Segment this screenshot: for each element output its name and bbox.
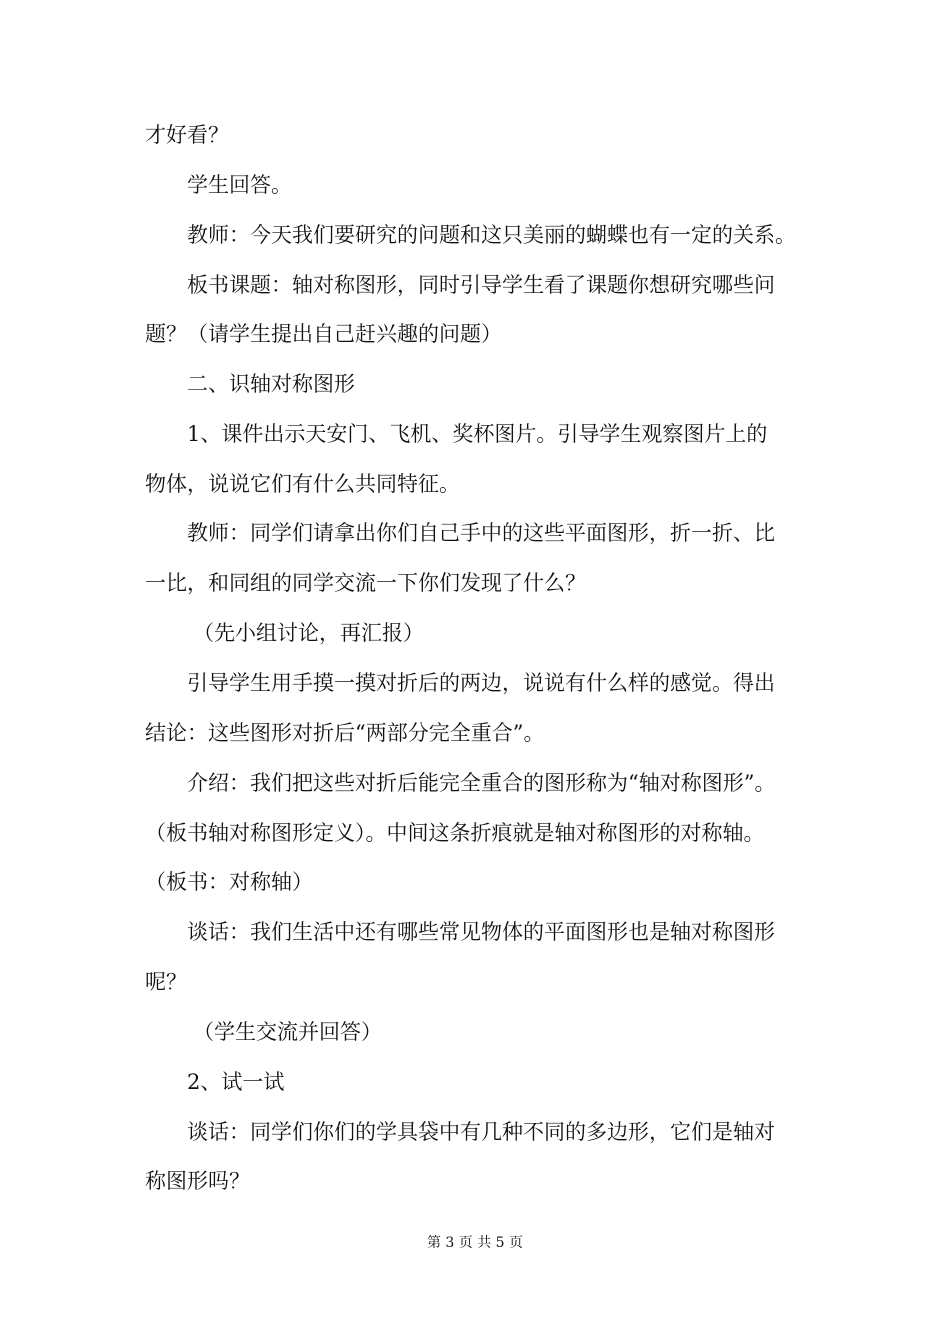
text-line: 学生回答。 [187, 173, 292, 197]
text-line: 教师：同学们请拿出你们自己手中的这些平面图形，折一折、比 [187, 521, 775, 545]
text-line: 称图形吗？ [145, 1169, 250, 1193]
text-line: 才好看？ [145, 123, 229, 147]
text-line: 谈话：我们生活中还有哪些常见物体的平面图形也是轴对称图形 [187, 920, 775, 944]
text-line: 1、课件出示天安门、飞机、奖杯图片。引导学生观察图片上的 [187, 422, 768, 446]
text-line: （板书轴对称图形定义）。中间这条折痕就是轴对称图形的对称轴。 [145, 821, 765, 845]
text-line: （板书：对称轴） [145, 870, 313, 894]
text-line: （先小组讨论，再汇报） [193, 621, 424, 645]
text-line: 引导学生用手摸一摸对折后的两边，说说有什么样的感觉。得出 [187, 671, 775, 695]
text-line: 呢？ [145, 970, 187, 994]
text-line: 介绍：我们把这些对折后能完全重合的图形称为“轴对称图形”。 [187, 771, 776, 795]
text-line: 题？（请学生提出自己赶兴趣的问题） [145, 322, 502, 346]
text-line: （学生交流并回答） [193, 1020, 382, 1044]
page-footer: 第 3 页 共 5 页 [426, 1235, 524, 1251]
text-line: 板书课题：轴对称图形，同时引导学生看了课题你想研究哪些问 [187, 273, 775, 297]
text-line: 教师：今天我们要研究的问题和这只美丽的蝴蝶也有一定的关系。 [187, 223, 796, 247]
text-line: 谈话：同学们你们的学具袋中有几种不同的多边形，它们是轴对 [187, 1120, 775, 1144]
text-line: 结论：这些图形对折后“两部分完全重合”。 [145, 721, 545, 745]
section-heading: 二、识轴对称图形 [187, 372, 355, 396]
section-heading: 2、试一试 [187, 1070, 285, 1094]
text-line: 物体，说说它们有什么共同特征。 [145, 472, 460, 496]
text-line: 一比，和同组的同学交流一下你们发现了什么？ [145, 571, 586, 595]
